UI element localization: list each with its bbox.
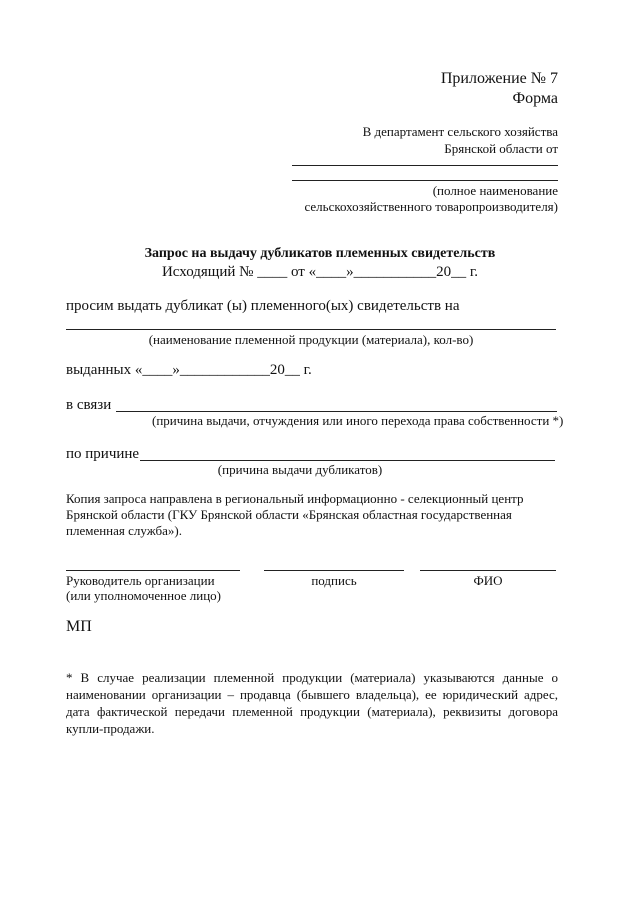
- reason-blank[interactable]: [116, 411, 557, 412]
- issued-date: выданных «____»____________20__ г.: [66, 362, 312, 378]
- addressee-blank-1[interactable]: [292, 165, 558, 166]
- stamp-place: МП: [66, 618, 92, 635]
- name-line[interactable]: [420, 570, 556, 571]
- addressee-blank-2[interactable]: [292, 180, 558, 181]
- request-text: просим выдать дубликат (ы) племенного(ых) свидетельств на: [66, 298, 460, 314]
- footnote: * В случае реализации племенной продукции (материала) указываются данные о наименовании организации – продавца (бывшего владельца), ее юридический адрес, дата фактической передачи племенной продукции (материала), реквизиты договора купли-продажи.: [66, 670, 558, 736]
- outgoing-number: Исходящий № ____ от «____»___________20__ г.: [161, 264, 479, 280]
- head-sublabel: (или уполномоченное лицо): [66, 588, 221, 603]
- addressee-line-2: Брянской области от: [444, 141, 558, 156]
- document-title: Запрос на выдачу дубликатов племенных свидетельств: [144, 246, 496, 261]
- cause-blank[interactable]: [140, 460, 555, 461]
- form-label: Форма: [512, 90, 558, 107]
- appendix-number: Приложение № 7: [440, 70, 558, 87]
- addressee-hint-2: сельскохозяйственного товаропроизводителя): [304, 199, 558, 214]
- reason-hint: (причина выдачи, отчуждения или иного перехода права собственности *): [152, 413, 564, 428]
- cause-hint: (причина выдачи дубликатов): [217, 462, 383, 477]
- request-blank[interactable]: [66, 329, 556, 330]
- name-label: ФИО: [473, 573, 503, 588]
- head-label: Руководитель организации: [66, 573, 215, 588]
- sign-line[interactable]: [264, 570, 404, 571]
- request-hint: (наименование племенной продукции (материала), кол-во): [148, 332, 474, 347]
- addressee-line-1: В департамент сельского хозяйства: [362, 124, 558, 139]
- reason-label: в связи: [66, 397, 112, 413]
- copy-note: Копия запроса направлена в региональный информационно - селекционный центр Брянской области (ГКУ Брянской области «Брянская областная государственная племенная служба»).: [66, 491, 524, 538]
- addressee-hint-1: (полное наименование: [432, 183, 558, 198]
- cause-label: по причине: [66, 446, 140, 462]
- head-signature-line[interactable]: [66, 570, 240, 571]
- sign-label: подпись: [311, 573, 357, 588]
